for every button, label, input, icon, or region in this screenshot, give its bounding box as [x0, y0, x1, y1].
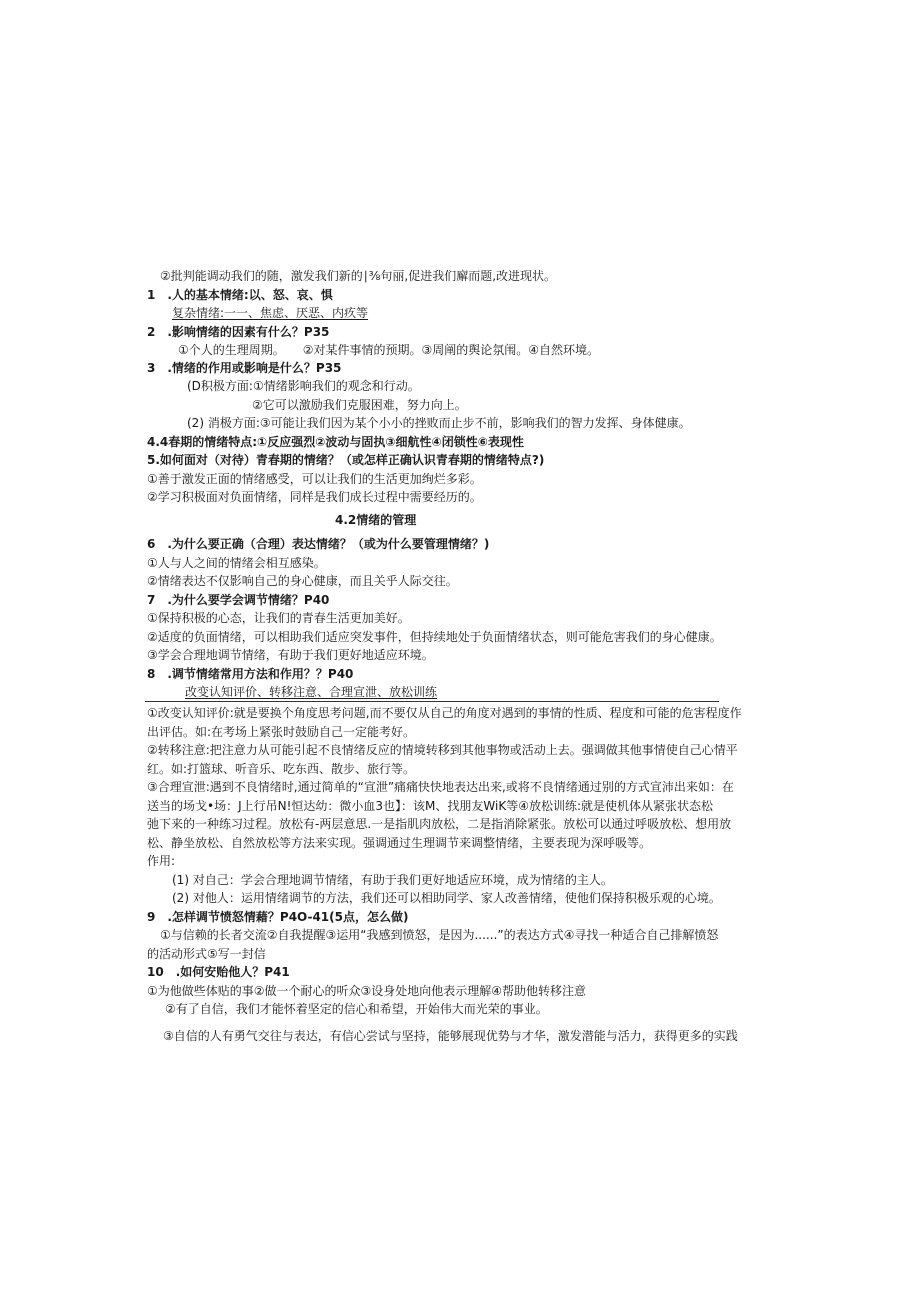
text-line: ②批判能调动我们的随，激发我们新的∣⅜句丽,促进我们廨而题,改进现状。	[160, 269, 557, 283]
text-line: 改变认知评价、转移注意、合理宣泄、放松训练	[185, 685, 438, 699]
text-line: 弛下来的一种练习过程。放松有-两层意思.一是指肌肉放松，二是指消除紧张。放松可以通过呼吸放松、想用放	[147, 817, 732, 831]
question-9: 9 .怎样调节愤怒情藉？P4O-41(5点，怎么做)	[147, 910, 409, 924]
text-line: ②它可以激励我们克服困难，努力向上。	[252, 398, 467, 412]
text-line: ①与信赖的长者交流②自我提醒③运用“我感到愤怒，是因为......”的表达方式④寻找一种适合自己排解愤怒	[160, 928, 719, 942]
question-1: 1 .人的基本情绪:以、怒、哀、惧	[147, 288, 333, 302]
text-line: ①善于激发正面的情绪感受，可以让我们的生活更加绚烂多彩。	[147, 472, 482, 486]
text-line: ②适度的负面情绪，可以相助我们适应突发事件，但持续地处于负面情绪状态，则可能危害我们的身心健康。	[147, 630, 722, 644]
text-line: 复杂情绪:一一、焦虑、厌恶、内疚等	[172, 306, 369, 320]
text-line: ①人与人之间的情绪会相互感染。	[147, 556, 326, 570]
text-line: 红。如:打篮球、听音乐、吃东西、散步、旅行等。	[147, 762, 416, 776]
text-line: ②情绪表达不仅影响自己的身心健康，而且关乎人际交往。	[147, 574, 458, 588]
text-line: (1) 对自己：学会合理地调节情绪，有助于我们更好地适应环境，成为情绪的主人。	[172, 873, 613, 887]
question-5: 5.如何面对（对待）青春期的情绪？（或怎样正确认识青春期的情绪特点?)	[147, 453, 545, 467]
text-line: ②转移注意:把注意力从可能引起不良情绪反应的情境转移到其他事物或活动上去。强调做其他事情使自己心情平	[147, 743, 738, 757]
text-line: ③合理宣泄:遇到不良情绪时,通过简单的“宣泄”痛痛快快地表达出来,或将不良情绪通过别的方式宣沛出来如：在	[147, 780, 734, 794]
text-line: (2) 对他人：运用情绪调节的方法，我们还可以相助同学、家人改善情绪，使他们保持积极乐观的心境。	[172, 891, 721, 905]
text-line: 作用:	[147, 854, 176, 868]
question-4: 4.4春期的情绪特点:①反应强烈②波动与固执③细航性④闭锁性⑥表现性	[147, 435, 524, 449]
text-line: ①为他做些体贴的事②做一个耐心的听众③设身处地向他表示理解④帮助他转移注意	[147, 984, 587, 998]
text-line: ③自信的人有勇气交往与表达，有信心尝试与坚持，能够展现优势与才华，激发潜能与活力，获得更多的实践	[163, 1029, 738, 1043]
question-10: 10 .如何安贻他人？P41	[147, 965, 290, 979]
question-3: 3 .情绪的作用或影响是什么？P35	[147, 361, 342, 375]
question-8: 8 .调节情绪常用方法和作用？？P40	[147, 667, 354, 681]
text-line: ①个人的生理周期。 ②对某件事情的预期。③周阐的舆论氛闱。④自然环境。	[178, 343, 600, 357]
question-6: 6 .为什么要正确（合理）表达情绪？（或为什么要管理情绪？)	[147, 537, 490, 551]
text-line: 松、静坐放松、自然放松等方法来实现。强调通过生理调节来调整情绪，主要表现为深呼吸等。	[147, 836, 652, 850]
section-title: 4.2情绪的管理	[335, 513, 417, 527]
text-line: (D积极方面:①情绪影响我们的观念和行动。	[187, 379, 420, 393]
question-2: 2 .影响情绪的因素有什么？P35	[147, 325, 330, 339]
text-line: (2) 消极方面:③可能让我们因为某个小小的挫败而止步不前，影响我们的智力发挥、身体健康。	[187, 416, 691, 430]
text-line: 出评估。如:在考场上紧张时鼓励自己一定能考好。	[147, 725, 416, 739]
divider	[145, 701, 719, 702]
text-line: ③学会合理地调节情绪，有助于我们更好地适应环境。	[147, 648, 434, 662]
text-line: 送当的场戈•场：J上行吊N!恒达幼：微小血3也】：该M、找朋友WiK等④放松训练:就是使机体从紧张状态松	[147, 799, 714, 813]
text-line: ①改变认知评价:就是要换个角度思考问题,而不要仅从自己的角度对遇到的事情的性质、程度和可能的危害程度作	[147, 706, 742, 720]
question-7: 7 .为什么要学会调节情绪？P40	[147, 593, 330, 607]
text-line: ①保持积极的心态，让我们的青春生活更加美好。	[147, 611, 410, 625]
text-line: ②学习积极面对负面情绪，同样是我们成长过程中需要经历的。	[147, 490, 482, 504]
text-line: ②有了自信，我们才能怀着坚定的信心和希望，开始伟大而光荣的事业。	[165, 1002, 548, 1016]
text-line: 的活动形式⑤写一封信	[147, 947, 266, 961]
